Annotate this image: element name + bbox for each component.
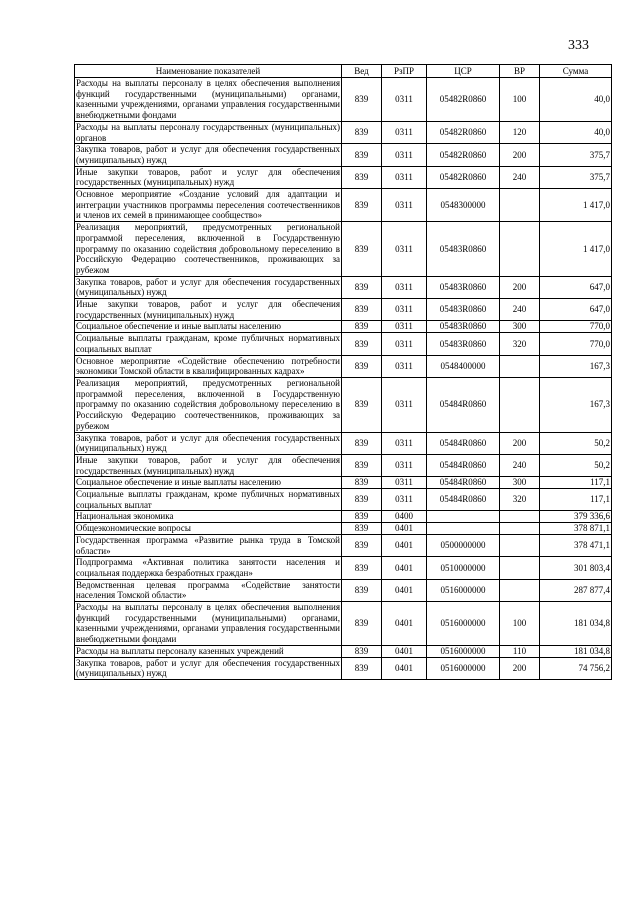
cell-sum: 167,3 <box>540 377 612 432</box>
cell-csr: 0548300000 <box>427 189 500 222</box>
cell-name: Иные закупки товаров, работ и услуг для обеспечения государственных (муниципальных) нужд <box>76 299 340 320</box>
table-row <box>75 557 612 579</box>
cell-csr: 0510000000 <box>427 557 500 579</box>
cell-sum: 40,0 <box>540 121 612 143</box>
cell-name: Закупка товаров, работ и услуг для обеспечения государственных (муниципальных) нужд <box>76 432 340 454</box>
cell-sum: 770,0 <box>540 321 612 333</box>
cell-ved: 839 <box>342 189 382 222</box>
cell-rzpr: 0401 <box>382 523 427 535</box>
cell-ved: 839 <box>342 321 382 333</box>
cell-csr: 05484R0860 <box>427 489 500 511</box>
cell-name: Расходы на выплаты персоналу государственных (муниципальных) органов <box>76 121 340 143</box>
cell-vr <box>500 511 540 523</box>
cell-csr: 05484R0860 <box>427 477 500 489</box>
table-row <box>75 321 612 333</box>
cell-name: Ведомственная целевая программа «Содействие занятости населения Томской области» <box>76 579 340 601</box>
cell-ved: 839 <box>342 121 382 143</box>
cell-rzpr: 0311 <box>382 189 427 222</box>
cell-vr <box>500 189 540 222</box>
table-row <box>75 534 612 556</box>
cell-sum: 375,7 <box>540 144 612 166</box>
cell-name: Реализация мероприятий, предусмотренных региональной программой переселения, включенной в Государственную программу по оказанию содействия добровольному переселению в Российскую Федерацию соотечественников, проживающих за рубежом <box>76 222 340 275</box>
cell-ved: 839 <box>342 355 382 377</box>
cell-name: Закупка товаров, работ и услуг для обеспечения государственных (муниципальных) нужд <box>76 657 340 679</box>
cell-ved: 839 <box>342 299 382 321</box>
table-row <box>75 657 612 679</box>
cell-ved: 839 <box>342 166 382 188</box>
cell-vr <box>500 534 540 556</box>
cell-ved: 839 <box>342 222 382 277</box>
cell-csr: 0548400000 <box>427 355 500 377</box>
cell-name: Национальная экономика <box>75 511 342 523</box>
table-row <box>75 189 612 222</box>
cell-name: Расходы на выплаты персоналу казенных учреждений <box>75 645 342 657</box>
cell-vr: 110 <box>500 645 540 657</box>
header-name: Наименование показателей <box>75 65 342 78</box>
cell-sum: 40,0 <box>540 78 612 122</box>
table-body <box>75 78 612 680</box>
cell-rzpr: 0400 <box>382 511 427 523</box>
table-row <box>75 166 612 188</box>
cell-sum: 181 034,8 <box>540 645 612 657</box>
cell-csr: 05484R0860 <box>427 454 500 476</box>
cell-vr <box>500 557 540 579</box>
cell-rzpr: 0311 <box>382 489 427 511</box>
cell-sum: 50,2 <box>540 432 612 454</box>
cell-rzpr: 0311 <box>382 321 427 333</box>
cell-csr: 05483R0860 <box>427 333 500 355</box>
cell-csr: 05482R0860 <box>427 166 500 188</box>
cell-name: Закупка товаров, работ и услуг для обеспечения государственных (муниципальных) нужд <box>76 144 340 165</box>
cell-rzpr: 0401 <box>382 557 427 579</box>
table-header-row <box>75 65 612 78</box>
table-row <box>75 432 612 454</box>
cell-rzpr: 0311 <box>382 121 427 143</box>
cell-vr <box>500 355 540 377</box>
cell-rzpr: 0311 <box>382 299 427 321</box>
cell-vr: 100 <box>500 602 540 646</box>
cell-ved: 839 <box>342 557 382 579</box>
cell-ved: 839 <box>342 602 382 646</box>
cell-csr: 05482R0860 <box>427 121 500 143</box>
cell-rzpr: 0401 <box>382 579 427 601</box>
cell-name: Основное мероприятие «Содействие обеспечению потребности экономики Томской области в квалифицированных кадрах» <box>76 355 340 377</box>
cell-rzpr: 0311 <box>382 144 427 166</box>
cell-sum: 117,1 <box>540 489 612 511</box>
cell-vr: 300 <box>500 321 540 333</box>
cell-ved: 839 <box>342 523 382 535</box>
table-row <box>75 511 612 523</box>
cell-rzpr: 0311 <box>382 333 427 355</box>
cell-csr: 0516000000 <box>427 657 500 679</box>
cell-sum: 287 877,4 <box>540 579 612 601</box>
cell-vr <box>500 523 540 535</box>
cell-sum: 1 417,0 <box>540 222 612 277</box>
table-row <box>75 377 612 432</box>
header-ved: Вед <box>342 65 382 78</box>
cell-ved: 839 <box>342 454 382 476</box>
cell-vr: 320 <box>500 333 540 355</box>
cell-csr: 05484R0860 <box>427 377 500 432</box>
budget-table <box>74 64 612 680</box>
cell-name: Закупка товаров, работ и услуг для обеспечения государственных (муниципальных) нужд <box>76 276 340 298</box>
cell-csr: 0516000000 <box>427 645 500 657</box>
cell-csr: 05483R0860 <box>427 299 500 321</box>
cell-rzpr: 0311 <box>382 377 427 432</box>
cell-sum: 50,2 <box>540 454 612 476</box>
cell-name: Реализация мероприятий, предусмотренных региональной программой переселения, включенной в Государственную программу по оказанию содействия добровольному переселению в Российскую Федерацию соотечественников, проживающих за рубежом <box>76 377 340 431</box>
cell-name: Государственная программа «Развитие рынка труда в Томской области» <box>76 534 340 556</box>
cell-sum: 379 336,6 <box>540 511 612 523</box>
cell-rzpr: 0311 <box>382 355 427 377</box>
table-row <box>75 276 612 298</box>
cell-vr: 240 <box>500 166 540 188</box>
cell-rzpr: 0311 <box>382 477 427 489</box>
cell-csr: 05483R0860 <box>427 276 500 298</box>
cell-ved: 839 <box>342 333 382 355</box>
cell-csr: 05482R0860 <box>427 144 500 166</box>
header-rzpr: РзПР <box>382 65 427 78</box>
cell-sum: 167,3 <box>540 355 612 377</box>
cell-name: Иные закупки товаров, работ и услуг для обеспечения государственных (муниципальных) нужд <box>76 166 340 188</box>
cell-rzpr: 0401 <box>382 657 427 679</box>
table-row <box>75 121 612 143</box>
cell-vr: 320 <box>500 489 540 511</box>
cell-vr: 200 <box>500 432 540 454</box>
cell-rzpr: 0311 <box>382 78 427 122</box>
table-row <box>75 523 612 535</box>
cell-csr: 0500000000 <box>427 534 500 556</box>
cell-vr <box>500 579 540 601</box>
cell-ved: 839 <box>342 657 382 679</box>
cell-sum: 647,0 <box>540 299 612 321</box>
cell-name: Социальные выплаты гражданам, кроме публичных нормативных социальных выплат <box>76 333 340 354</box>
cell-rzpr: 0311 <box>382 166 427 188</box>
cell-csr: 05483R0860 <box>427 222 500 277</box>
cell-sum: 770,0 <box>540 333 612 355</box>
cell-sum: 117,1 <box>540 477 612 489</box>
table-row <box>75 333 612 355</box>
table-row <box>75 645 612 657</box>
cell-vr: 120 <box>500 121 540 143</box>
cell-ved: 839 <box>342 511 382 523</box>
cell-vr: 240 <box>500 454 540 476</box>
cell-sum: 74 756,2 <box>540 657 612 679</box>
cell-name: Расходы на выплаты персоналу в целях обеспечения выполнения функций государственными (муниципальными) органами, казенными учреждениями, органами управления государственными внебюджетными фондами <box>76 602 340 645</box>
cell-vr <box>500 377 540 432</box>
cell-sum: 378 471,1 <box>540 534 612 556</box>
cell-vr: 200 <box>500 144 540 166</box>
cell-name: Основное мероприятие «Создание условий для адаптации и интеграции участников программы переселения соотечественников и членов их семей в принимающее сообщество» <box>76 189 340 221</box>
cell-vr <box>500 222 540 277</box>
cell-vr: 240 <box>500 299 540 321</box>
cell-rzpr: 0401 <box>382 534 427 556</box>
table-row <box>75 222 612 277</box>
cell-ved: 839 <box>342 489 382 511</box>
cell-csr <box>427 511 500 523</box>
cell-ved: 839 <box>342 645 382 657</box>
cell-sum: 647,0 <box>540 276 612 298</box>
cell-csr: 05483R0860 <box>427 321 500 333</box>
cell-vr: 300 <box>500 477 540 489</box>
cell-rzpr: 0311 <box>382 432 427 454</box>
cell-sum: 1 417,0 <box>540 189 612 222</box>
cell-ved: 839 <box>342 276 382 298</box>
cell-name: Социальное обеспечение и иные выплаты населению <box>75 321 342 333</box>
cell-csr: 0516000000 <box>427 579 500 601</box>
cell-name: Социальные выплаты гражданам, кроме публичных нормативных социальных выплат <box>76 489 340 510</box>
cell-csr: 0516000000 <box>427 602 500 646</box>
cell-vr: 200 <box>500 276 540 298</box>
cell-sum: 378 871,1 <box>540 523 612 535</box>
header-csr: ЦСР <box>427 65 500 78</box>
cell-name: Социальное обеспечение и иные выплаты населению <box>75 477 342 489</box>
cell-name: Расходы на выплаты персоналу в целях обеспечения выполнения функций государственными (муниципальными) органами, казенными учреждениями, органами управления государственными внебюджетными фондами <box>76 78 340 121</box>
table-row <box>75 602 612 646</box>
cell-rzpr: 0311 <box>382 276 427 298</box>
cell-ved: 839 <box>342 579 382 601</box>
table-row <box>75 144 612 166</box>
table-row <box>75 489 612 511</box>
header-sum: Сумма <box>540 65 612 78</box>
cell-csr <box>427 523 500 535</box>
cell-csr: 05484R0860 <box>427 432 500 454</box>
cell-rzpr: 0311 <box>382 222 427 277</box>
cell-rzpr: 0401 <box>382 645 427 657</box>
header-vr: ВР <box>500 65 540 78</box>
cell-sum: 375,7 <box>540 166 612 188</box>
cell-sum: 181 034,8 <box>540 602 612 646</box>
cell-vr: 100 <box>500 78 540 122</box>
cell-ved: 839 <box>342 432 382 454</box>
table-row <box>75 78 612 122</box>
cell-rzpr: 0401 <box>382 602 427 646</box>
cell-ved: 839 <box>342 534 382 556</box>
cell-name: Иные закупки товаров, работ и услуг для обеспечения государственных (муниципальных) нужд <box>76 454 340 476</box>
table-row <box>75 299 612 321</box>
cell-ved: 839 <box>342 144 382 166</box>
cell-ved: 839 <box>342 78 382 122</box>
table-row <box>75 454 612 476</box>
table-row <box>75 355 612 377</box>
cell-rzpr: 0311 <box>382 454 427 476</box>
page-number: 333 <box>568 38 589 53</box>
table-row <box>75 579 612 601</box>
cell-vr: 200 <box>500 657 540 679</box>
cell-csr: 05482R0860 <box>427 78 500 122</box>
cell-sum: 301 803,4 <box>540 557 612 579</box>
cell-ved: 839 <box>342 477 382 489</box>
cell-ved: 839 <box>342 377 382 432</box>
table-row <box>75 477 612 489</box>
cell-name: Общеэкономические вопросы <box>75 523 342 535</box>
cell-name: Подпрограмма «Активная политика занятости населения и социальная поддержка безработных граждан» <box>76 557 340 578</box>
